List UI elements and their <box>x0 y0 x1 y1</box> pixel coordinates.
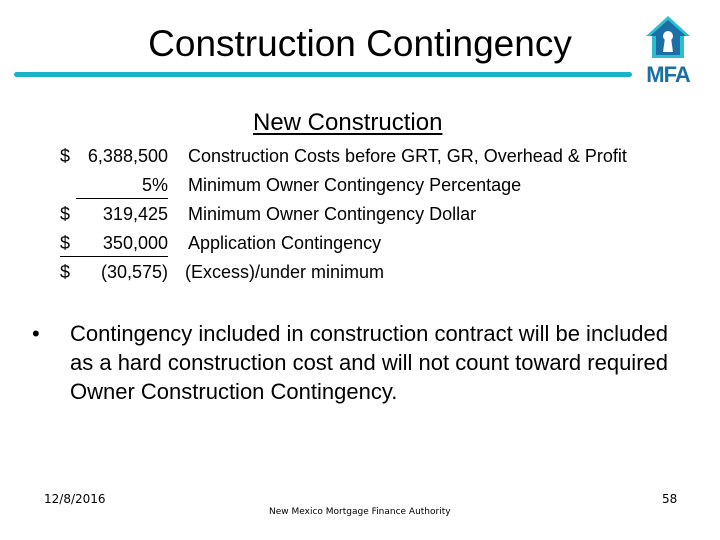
logo-text: MFA <box>646 62 690 87</box>
bullet-text: Contingency included in construction contract will be included as a hard construction cost and will not count toward required Owner Construction Contingency. <box>70 321 669 404</box>
amount-value: (30,575) <box>100 262 168 282</box>
row-label: Application Contingency <box>188 233 382 253</box>
table-row <box>0 171 720 200</box>
amount-value: 5% <box>141 175 168 195</box>
table-row <box>0 229 720 258</box>
row-label: Minimum Owner Contingency Percentage <box>188 175 522 195</box>
title-underline-rule <box>14 72 632 77</box>
currency-symbol: $ <box>60 146 71 166</box>
amount-value: 350,000 <box>102 233 168 253</box>
row-label: Construction Costs before GRT, GR, Overhead & Profit <box>188 146 627 166</box>
footer-date: 12/8/2016 <box>44 492 106 506</box>
row-label: (Excess)/under minimum <box>185 262 385 282</box>
bullet-marker: • <box>32 321 40 346</box>
currency-symbol: $ <box>60 233 71 253</box>
currency-symbol: $ <box>60 262 71 282</box>
currency-symbol: $ <box>60 204 71 224</box>
house-keyhole-icon <box>638 14 698 64</box>
section-subtitle: New Construction <box>253 109 443 136</box>
slide-title: Construction Contingency <box>148 23 572 64</box>
table-row <box>0 200 720 229</box>
row-label: Minimum Owner Contingency Dollar <box>188 204 477 224</box>
page-number: 58 <box>662 492 678 506</box>
table-row <box>0 258 720 287</box>
mfa-logo <box>638 14 698 86</box>
footer-organization: New Mexico Mortgage Finance Authority <box>269 507 451 517</box>
table-row <box>0 142 720 171</box>
amount-value: 6,388,500 <box>87 146 168 166</box>
amount-value: 319,425 <box>102 204 168 224</box>
